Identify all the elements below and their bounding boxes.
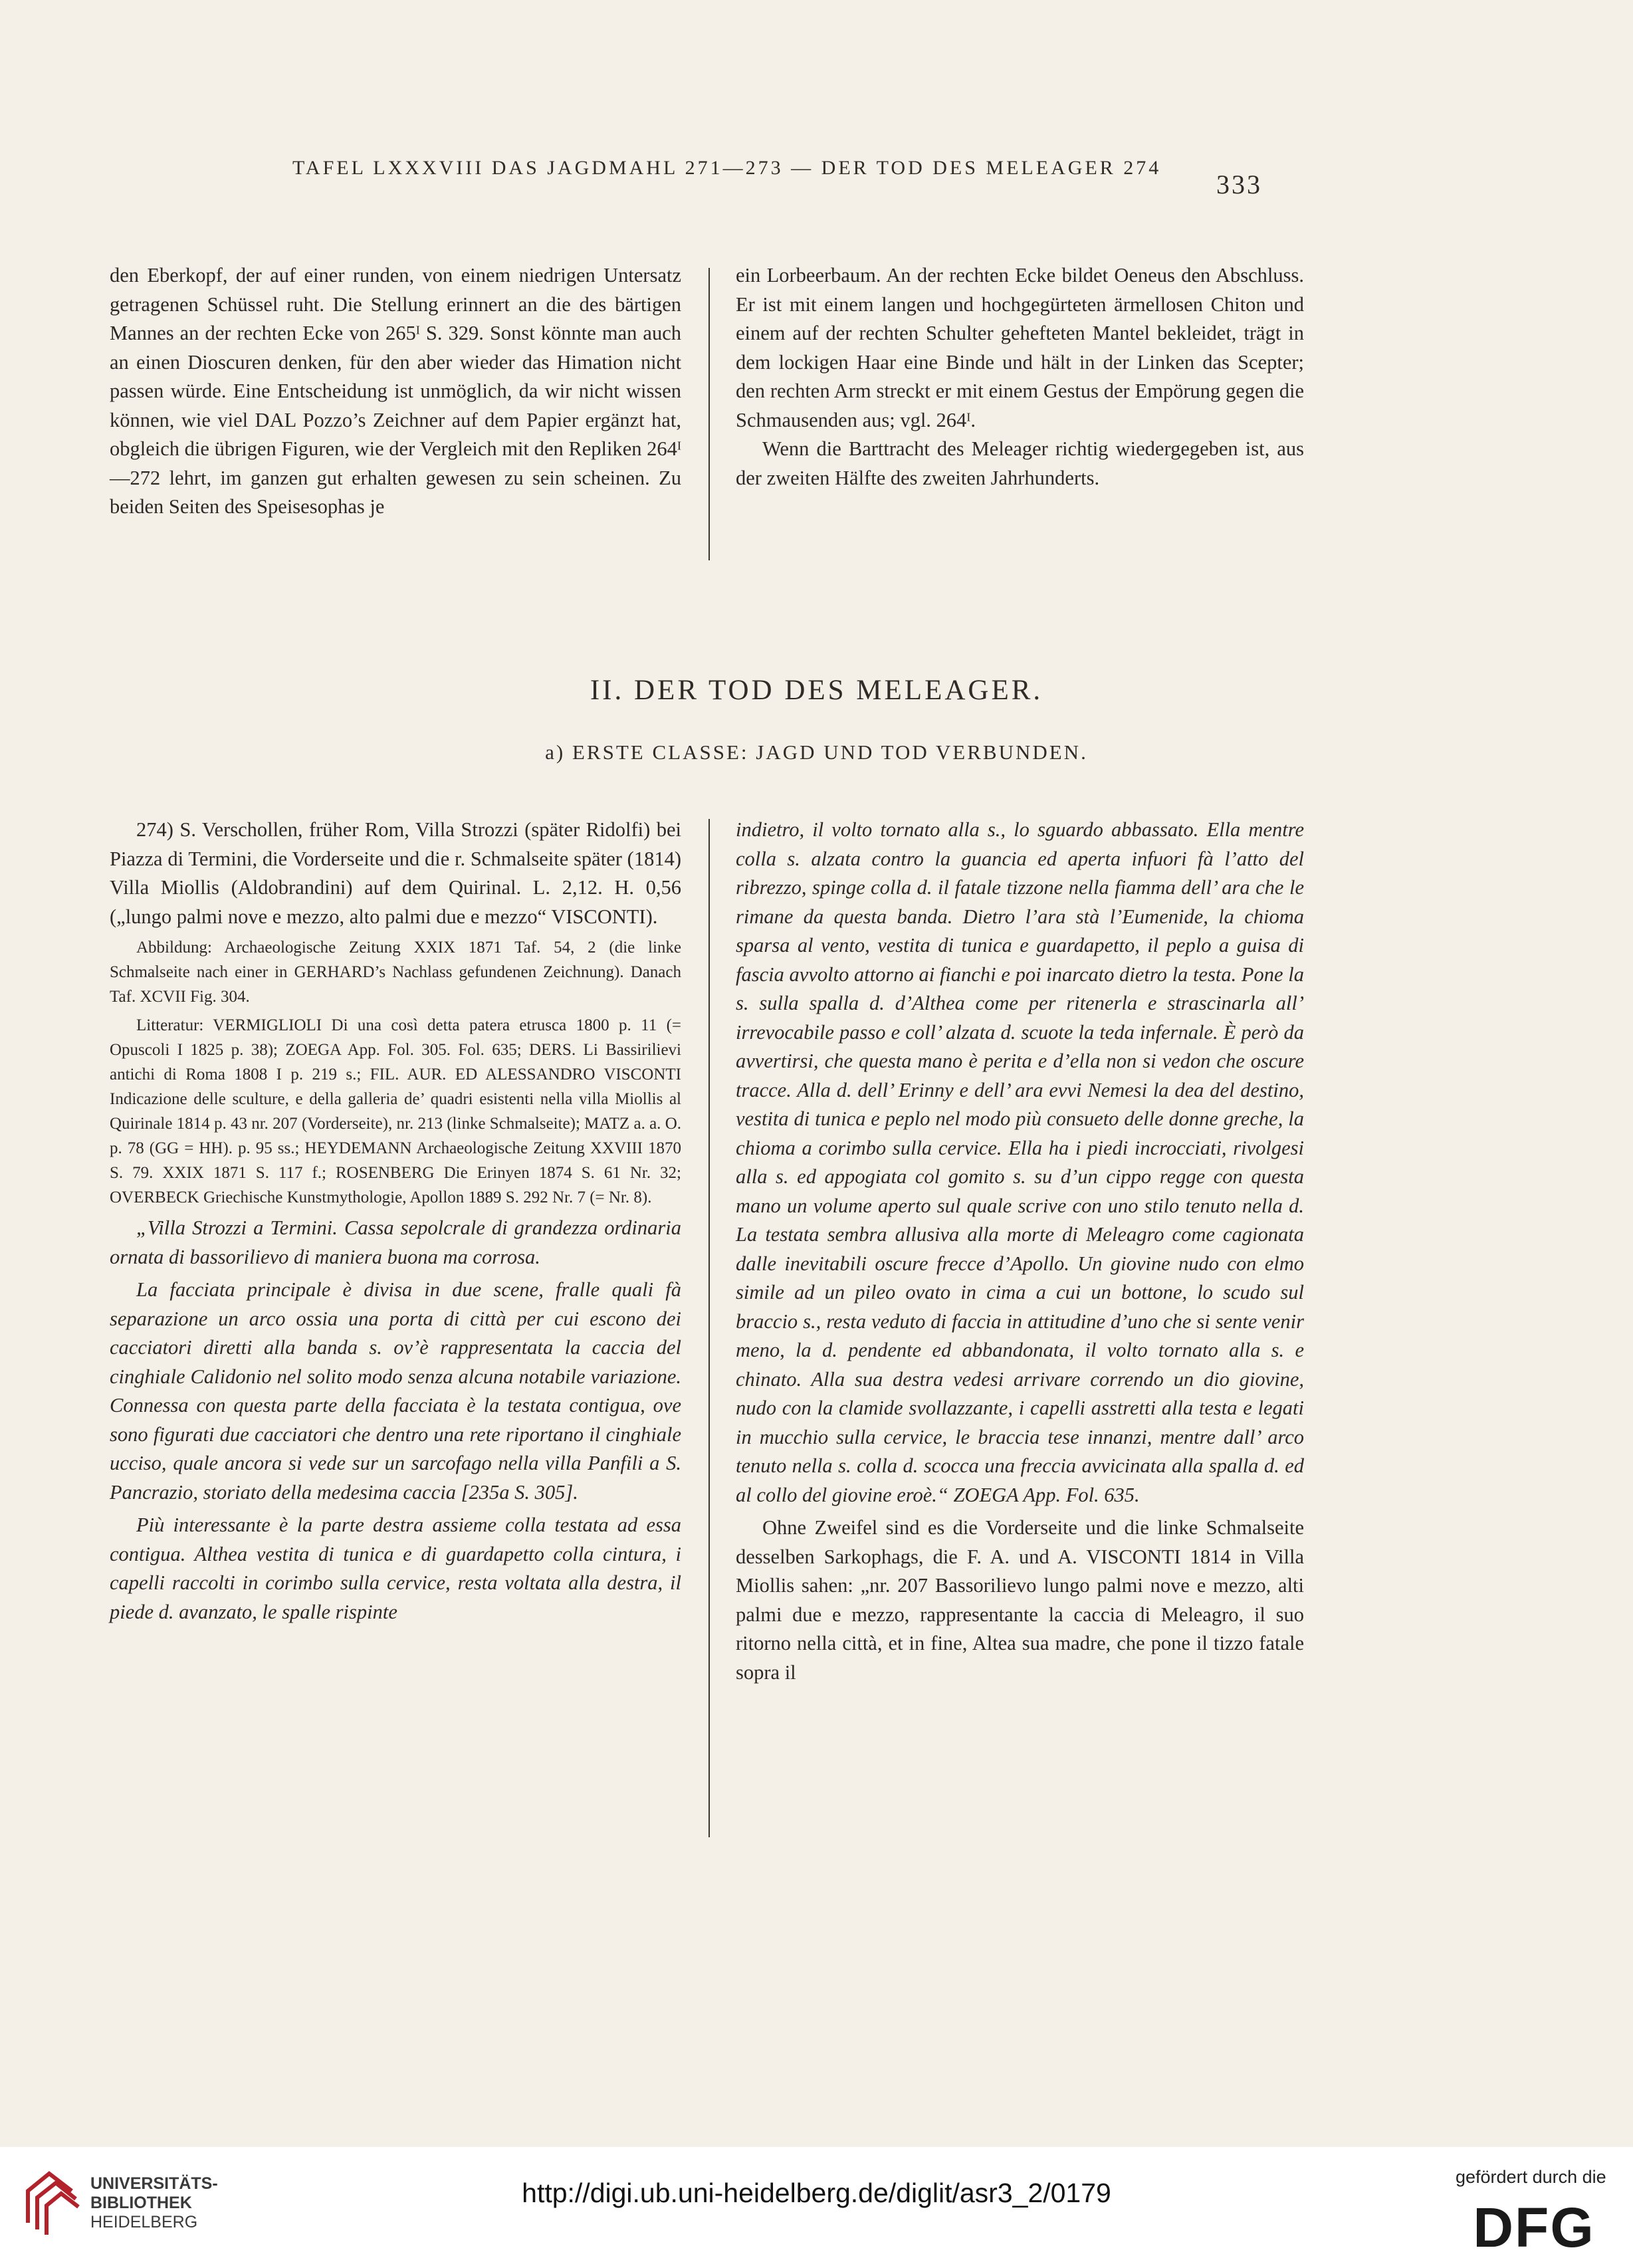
quote-paragraph: indietro, il volto tornato alla s., lo sguardo abbassato. Ella mentre colla s. alzata contro la guancia ed aperta infuori fà l’atto del ribrezzo, spinge colla d. il fatale tizzone nella fiamma dell’ ara che le rimane da questa banda. Dietro l’ara stà l’Eumenide, la chioma sparsa al vento, vestita di tunica e guardapetto, il peplo a guisa di fascia avvolto attorno ai fianchi e poi inarcato dietro la testa. Pone la s. sulla spalla d. d’Althea come per ritenerla e strascinarla all’ irrevocabile passo e coll’ alzata d. scuote la teda infernale. È però da avvertirsi, che questa mano è perita e d’ella non si vedon che oscure tracce. Alla d. dell’ Erinny e dell’ ara evvi Nemesi la dea del destino, vestita di tunica e peplo nel modo più consueto delle donne greche, la chioma a corimbo sulla cervice. Ella ha i piedi incrocciati, rivolgesi alla s. ed appogiata col gomito s. su d’un cippo regge con questa mano un volume aperto sul quale scrive con uno stilo tenuto nella d. La testata sembra allusiva alla morte di Meleagro come cagionata dalle inevitabili oscure frecce d’Apollo. Un giovine nudo con elmo simile ad un pileo ovato in cima a cui un bottone, lo scudo sul braccio s., resta veduto di faccia in attitudine d’uno che si sente venir meno, la d. pendente ed abbandonata, il volto tornato alla s. e chinato. Alla sua destra vedesi arrivare correndo un dio giovine, nudo con la clamide svollazzante, i capelli asstretti alla testa e legati in mucchio sulla cervice, le braccia tese innanzi, mentre dall’ arco tenuto nella s. colla d. scocca una freccia avvicinata alla spalla d. ed al collo del giovine eroè.“ ZOEGA App. Fol. 635. [736,818,1304,1506]
column-divider [708,268,710,560]
column-divider [708,819,710,1837]
paragraph: Ohne Zweifel sind es die Vorderseite und die linke Schmalseite desselben Sarkophags, die F. A. und A. VISCONTI 1814 in Villa Miollis sahen: „nr. 207 Bassorilievo lungo palmi nove e mezzo, alti palmi due e mezzo, rappresentante la caccia di Meleagro, il suo ritorno nella città, et in fine, Altea sua madre, che pone il tizzo fatale sopra il [736,1516,1304,1684]
funded-by-label: gefördert durch die [1456,2167,1606,2187]
page-number: 333 [1216,170,1262,199]
section-title: II. DER TOD DES MELEAGER. [590,675,1043,706]
paragraph: Wenn die Barttracht des Meleager richtig wiedergegeben ist, aus der zweiten Hälfte des zweiten Jahrhunderts. [736,437,1304,489]
quote-paragraph: „Villa Strozzi a Termini. Cassa sepolcrale di grandezza ordinaria ornata di bassorilievo di maniera buona ma corrosa. [110,1216,681,1268]
running-head: TAFEL LXXXVIII DAS JAGDMAHL 271—273 — DER TOD DES MELEAGER 274 [292,157,1162,179]
paragraph: ein Lorbeerbaum. An der rechten Ecke bildet Oeneus den Abschluss. Er ist mit einem langen und hochgegürteten ärmellosen Chiton und einem auf der rechten Schulter gehefteten Mantel bekleidet, trägt in dem lockigen Haar eine Binde und hält in der Linken das Scepter; den rechten Arm streckt er mit einem Gestus der Empörung gegen die Schmausenden aus; vgl. 264ᴵ. [736,264,1304,431]
illustration-note: Abbildung: Archaeologische Zeitung XXIX 1871 Taf. 54, 2 (die linke Schmalseite nach einer in GERHARD’s Nachlass gefundenen Zeichnung). Danach Taf. XCVII Fig. 304. [110,939,681,1006]
column-top-left [110,261,681,522]
column-bottom-left [110,816,681,1627]
section-subtitle: a) ERSTE CLASSE: JAGD UND TOD VERBUNDEN. [545,740,1088,764]
permalink-url[interactable]: http://digi.ub.uni-heidelberg.de/diglit/asr3_2/0179 [522,2178,1111,2208]
dfg-logo-text: DFG [1473,2203,1595,2251]
literature-note: Litteratur: VERMIGLIOLI Di una così detta patera etrusca 1800 p. 11 (= Opuscoli I 1825 p. 38); ZOEGA App. Fol. 305. Fol. 635; DERS. Li Bassirilievi antichi di Roma 1808 I p. 219 s.; FIL. AUR. ED ALESSANDRO VISCONTI Indicazione delle sculture, e della galleria de’ quadri esistenti nella villa Miollis al Quirinale 1814 p. 43 nr. 207 (Vorderseite), nr. 213 (linke Schmalseite); MATZ a. a. O. p. 78 (GG = HH). p. 95 ss.; HEYDEMANN Archaeologische Zeitung XXVIII 1870 S. 79. XXIX 1871 S. 117 f.; ROSENBERG Die Erinyen 1874 S. 61 Nr. 32; OVERBECK Griechische Kunstmythologie, Apollon 1889 S. 292 Nr. 7 (= Nr. 8). [110,1016,681,1206]
column-bottom-right [736,816,1304,1687]
library-name[interactable]: UNIVERSITÄTS- BIBLIOTHEK HEIDELBERG [90,2174,218,2231]
paragraph: den Eberkopf, der auf einer runden, von einem niedrigen Untersatz getragenen Schüssel ruht. Die Stellung erinnert an die des bärtigen Mannes an der rechten Ecke von 265ᴵ S. 329. Sonst könnte man auch an einen Dioscuren denken, für den aber wieder das Himation nicht passen würde. Eine Entscheidung ist unmöglich, da wir nicht wissen können, wie viel DAL Pozzo’s Zeichner auf dem Papier ergänzt hat, obgleich die übrigen Figuren, wie der Vergleich mit den Repliken 264ᴵ—272 lehrt, im ganzen gut erhalten gewesen zu sein scheinen. Zu beiden Seiten des Speisesophas je [110,264,681,518]
quote-paragraph: Più interessante è la parte destra assieme colla testata ad essa contigua. Althea vestita di tunica e di guardapetto colla cintura, i capelli raccolti in corimbo sulla cervice, resta voltata alla destra, il piede d. avanzato, le spalle rispinte [110,1514,681,1623]
column-top-right [736,261,1304,493]
quote-paragraph: La facciata principale è divisa in due scene, fralle quali fà separazione un arco ossia una porta di città per cui escono dei cacciatori diretti alla banda s. ov’è rappresentata la caccia del cinghiale Calidonio nel solito modo senza alcuna notabile variazione. Connessa con questa parte della facciata è la testata contigua, ove sono figurati due cacciatori che dentro una rete riportano il cinghiale ucciso, quale ancora si vede sur un sarcofago nella villa Panfili a S. Pancrazio, storiato della medesima caccia [235a S. 305]. [110,1278,681,1504]
dfg-logo-icon[interactable] [1457,2203,1611,2251]
entry-paragraph: 274) S. Verschollen, früher Rom, Villa Strozzi (später Ridolfi) bei Piazza di Termini, die Vorderseite und die r. Schmalseite später (1814) Villa Miollis (Aldobrandini) auf dem Quirinal. L. 2,12. H. 0,56 („lungo palmi nove e mezzo, alto palmi due e mezzo“ VISCONTI). [110,818,681,928]
